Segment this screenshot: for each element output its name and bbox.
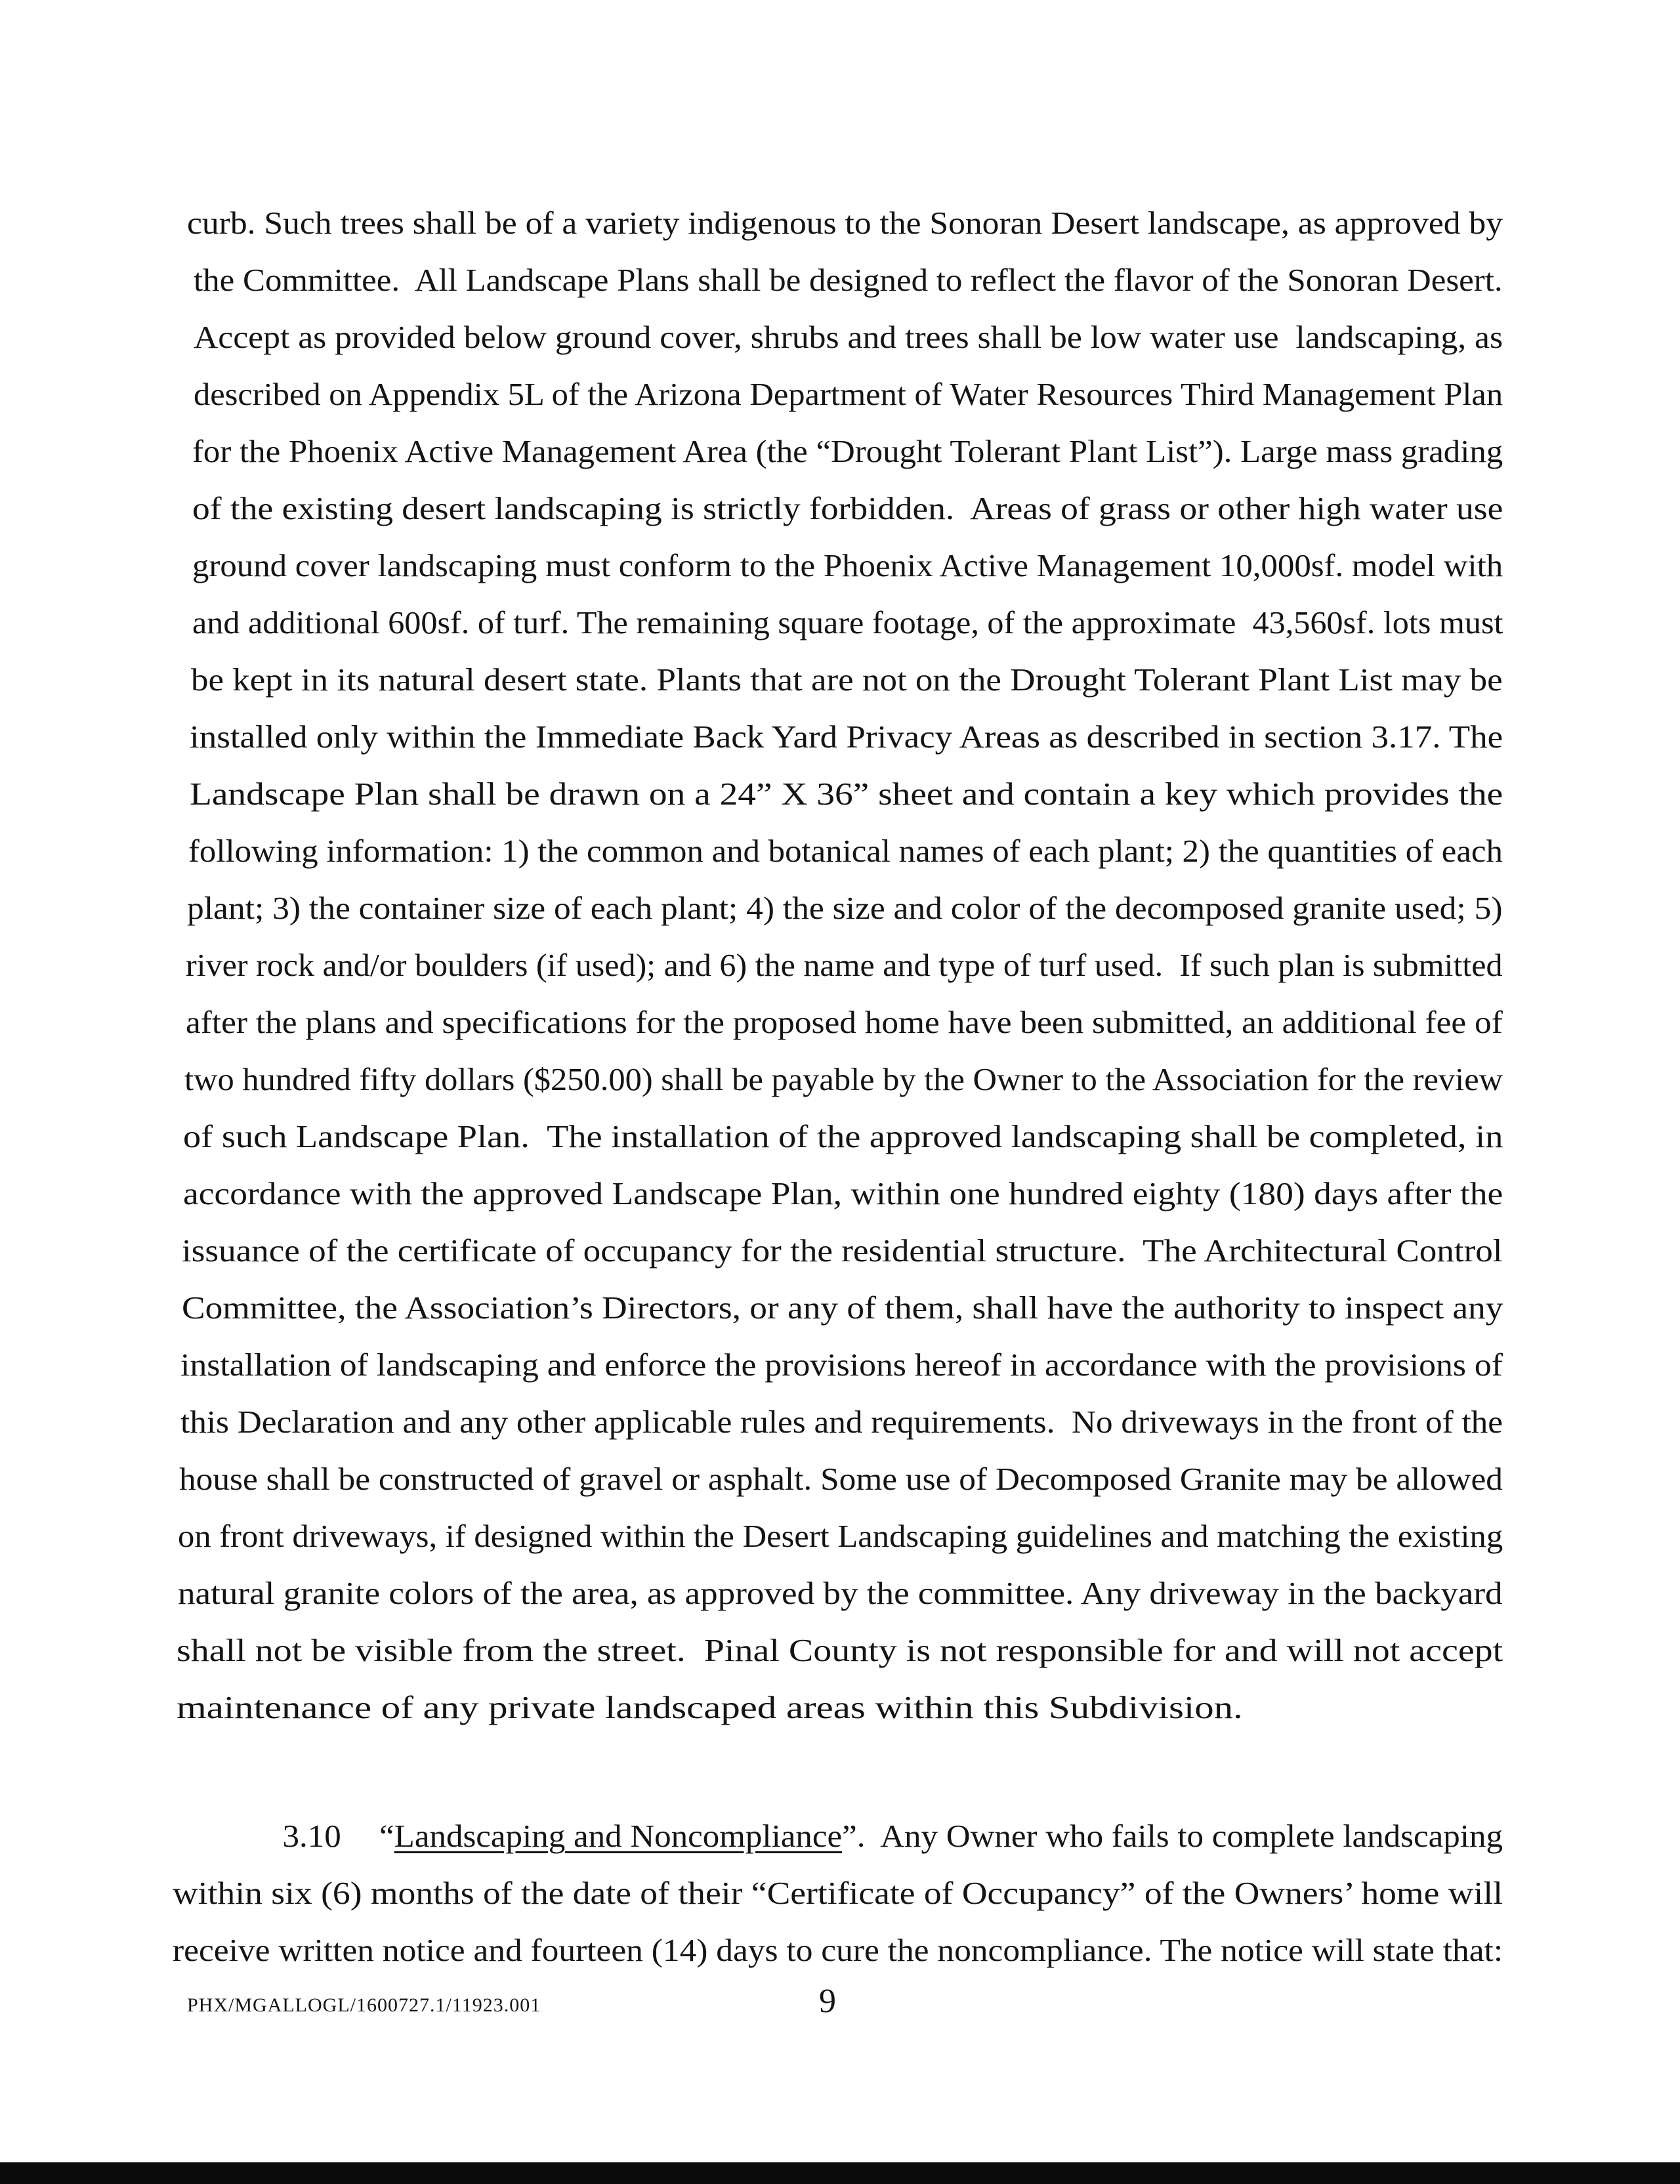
body-line: plant; 3) the container size of each plant; 4) the size and color of the decomposed granite used; 5) xyxy=(187,890,1503,926)
body-line: curb. Such trees shall be of a variety indigenous to the Sonoran Desert landscape, as approved by xyxy=(187,205,1503,241)
scan-edge-border xyxy=(0,2162,1680,2184)
section-3-10-first-line xyxy=(173,1816,1503,1856)
page-number: 9 xyxy=(819,1983,836,2020)
body-line: ground cover landscaping must conform to the Phoenix Active Management 10,000sf. model with xyxy=(192,547,1503,583)
body-line: river rock and/or boulders (if used); and 6) the name and type of turf used. If such plan is submitted xyxy=(186,947,1503,983)
body-line: of such Landscape Plan. The installation of the approved landscaping shall be completed, in xyxy=(183,1118,1503,1154)
section-heading-continuation: ”. Any Owner who fails to complete landscaping xyxy=(842,1818,1503,1854)
body-line: shall not be visible from the street. Pinal County is not responsible for and will not accept xyxy=(177,1632,1503,1668)
body-line: the Committee. All Landscape Plans shall be designed to reflect the flavor of the Sonoran Desert. xyxy=(194,262,1503,298)
body-line: issuance of the certificate of occupancy for the residential structure. The Architectural Control xyxy=(182,1232,1503,1269)
body-line: following information: 1) the common and botanical names of each plant; 2) the quantities of each xyxy=(188,833,1503,869)
body-line: on front driveways, if designed within the Desert Landscaping guidelines and matching the existing xyxy=(178,1518,1503,1554)
section-quote-open: “ xyxy=(379,1818,394,1854)
body-line: after the plans and specifications for the proposed home have been submitted, an additional fee of xyxy=(186,1004,1503,1040)
document-reference: PHX/MGALLOGL/1600727.1/11923.001 xyxy=(187,1994,541,2016)
body-line: be kept in its natural desert state. Plants that are not on the Drought Tolerant Plant List may be xyxy=(191,662,1503,698)
section-number: 3.10 xyxy=(282,1818,341,1854)
body-line: Landscape Plan shall be drawn on a 24” X 36” sheet and contain a key which provides the xyxy=(190,776,1503,812)
body-line: maintenance of any private landscaped areas within this Subdivision. xyxy=(177,1689,1243,1725)
body-line: house shall be constructed of gravel or asphalt. Some use of Decomposed Granite may be allowed xyxy=(179,1461,1503,1497)
body-line: accordance with the approved Landscape Plan, within one hundred eighty (180) days after the xyxy=(183,1175,1503,1211)
body-line: of the existing desert landscaping is strictly forbidden. Areas of grass or other high water use xyxy=(192,490,1503,526)
body-line: installed only within the Immediate Back Yard Privacy Areas as described in section 3.17. The xyxy=(190,719,1503,755)
body-line: installation of landscaping and enforce the provisions hereof in accordance with the provisions of xyxy=(180,1347,1503,1383)
body-line: Accept as provided below ground cover, shrubs and trees shall be low water use landscaping, as xyxy=(194,319,1503,355)
section-heading: Landscaping and Noncompliance xyxy=(394,1818,843,1854)
body-line: for the Phoenix Active Management Area (the “Drought Tolerant Plant List”). Large mass grading xyxy=(192,433,1503,469)
body-line: Committee, the Association’s Directors, or any of them, shall have the authority to inspect any xyxy=(182,1290,1503,1326)
body-line: and additional 600sf. of turf. The remaining square footage, of the approximate 43,560sf. lots must xyxy=(192,604,1503,640)
section-line: receive written notice and fourteen (14) days to cure the noncompliance. The notice will state that: xyxy=(173,1932,1503,1968)
body-line: described on Appendix 5L of the Arizona Department of Water Resources Third Management Plan xyxy=(194,376,1503,412)
body-line: two hundred fifty dollars ($250.00) shall be payable by the Owner to the Association for the review xyxy=(184,1061,1503,1097)
section-line: within six (6) months of the date of their “Certificate of Occupancy” of the Owners’ home will xyxy=(173,1875,1503,1911)
body-line: this Declaration and any other applicable rules and requirements. No driveways in the front of the xyxy=(180,1404,1503,1440)
body-line: natural granite colors of the area, as approved by the committee. Any driveway in the backyard xyxy=(178,1575,1503,1611)
